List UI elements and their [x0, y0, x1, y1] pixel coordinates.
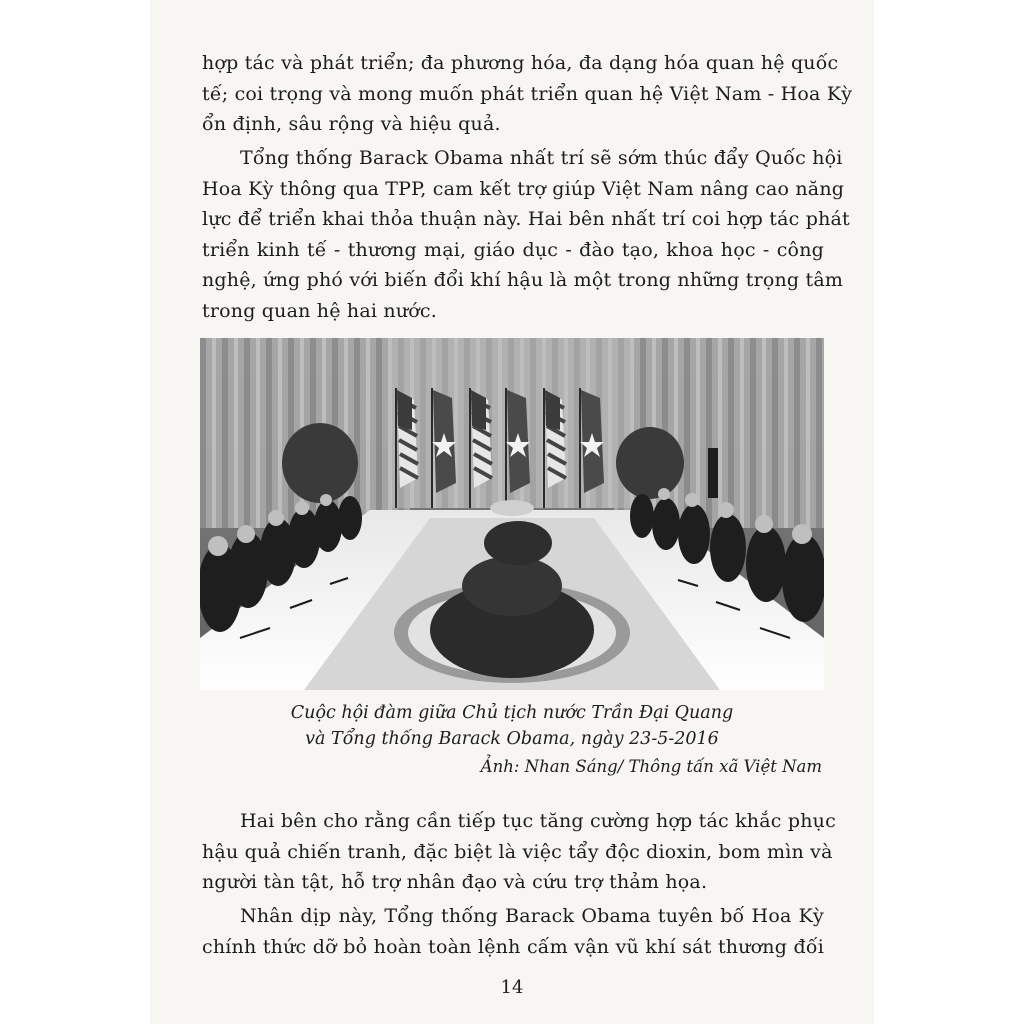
paragraph-2: [202, 143, 850, 326]
paragraph-1: [202, 48, 853, 140]
photo-caption-line-1: Cuộc hội đàm giữa Chủ tịch nước Trần Đại Quang: [290, 703, 734, 723]
text-line: Hai bên cho rằng cần tiếp tục tăng cường hợp tác khắc phục: [240, 810, 836, 832]
text-line: lực để triển khai thỏa thuận này. Hai bên nhất trí coi hợp tác phát: [202, 208, 850, 230]
text-line: trong quan hệ hai nước.: [202, 299, 437, 322]
text-line: người tàn tật, hỗ trợ nhân đạo và cứu trợ thảm họa.: [202, 871, 708, 893]
text-line: hợp tác và phát triển; đa phương hóa, đa dạng hóa quan hệ quốc: [202, 52, 839, 74]
text-line: chính thức dỡ bỏ hoàn toàn lệnh cấm vận vũ khí sát thương đối: [202, 935, 824, 958]
text-line: nghệ, ứng phó với biến đổi khí hậu là một trong những trọng tâm: [202, 269, 844, 291]
text-line: Nhân dịp này, Tổng thống Barack Obama tuyên bố Hoa Kỳ: [240, 905, 824, 927]
text-line: Tổng thống Barack Obama nhất trí sẽ sớm thúc đẩy Quốc hội: [240, 147, 843, 169]
text-line: hậu quả chiến tranh, đặc biệt là việc tẩy độc dioxin, bom mìn và: [202, 840, 833, 863]
photo-caption-line-2: và Tổng thống Barack Obama, ngày 23-5-2016: [305, 729, 719, 749]
paragraph-3: [202, 806, 836, 898]
meeting-photo: [200, 338, 824, 690]
paragraph-4: [202, 901, 824, 962]
photo-credit: Ảnh: Nhan Sáng/ Thông tấn xã Việt Nam: [480, 757, 822, 776]
text-line: tế; coi trọng và mong muốn phát triển quan hệ Việt Nam - Hoa Kỳ: [202, 82, 853, 105]
page-number: 14: [500, 977, 524, 998]
text-line: Hoa Kỳ thông qua TPP, cam kết trợ giúp Việt Nam nâng cao năng: [202, 177, 845, 200]
text-line: ổn định, sâu rộng và hiệu quả.: [202, 113, 501, 135]
text-line: triển kinh tế - thương mại, giáo dục - đào tạo, khoa học - công: [202, 238, 824, 261]
